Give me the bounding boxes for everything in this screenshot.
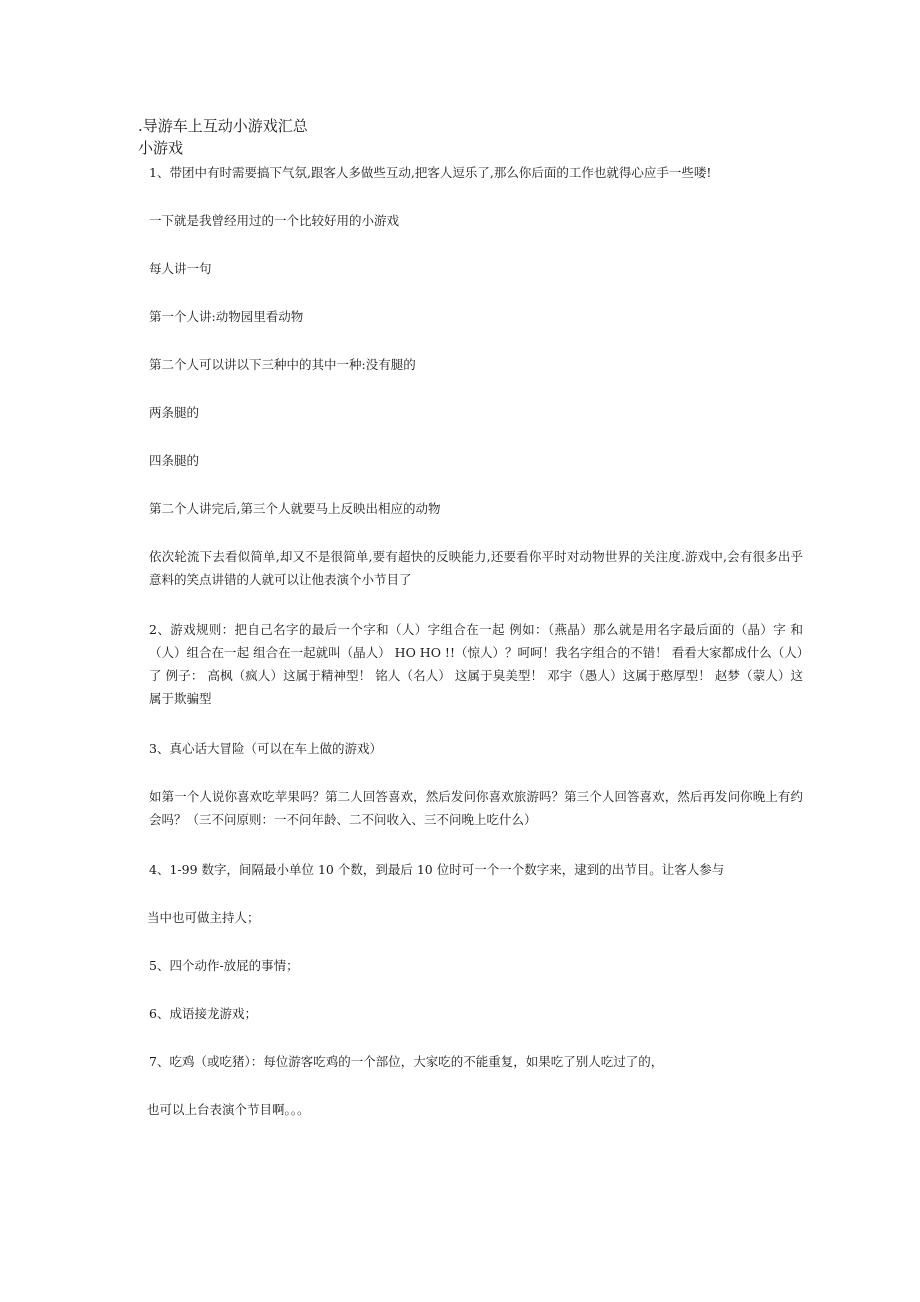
paragraph-rule-3: 第二个人可以讲以下三种中的其中一种:没有腿的 [149, 357, 416, 372]
paragraph-rule-6: 第二个人讲完后,第三个人就要马上反映出相应的动物 [149, 501, 441, 516]
paragraph-rule-2: 第一个人讲:动物园里看动物 [149, 309, 304, 324]
paragraph-game-7: 7、吃鸡（或吃猪）：每位游客吃鸡的一个部位，大家吃的不能重复，如果吃了别人吃过了的， [149, 1054, 664, 1069]
paragraph-lead: 一下就是我曾经用过的一个比较好用的小游戏 [149, 213, 400, 228]
paragraph-game-1-notes: 依次轮流下去看似简单,却又不是很简单,要有超快的反映能力,还要看你平时对动物世界的关注度.游戏中,会有很多出乎意料的笑点讲错的人就可以让他表演个小节目了 [149, 549, 803, 587]
paragraph-rule-4: 两条腿的 [149, 405, 200, 420]
paragraph-game-5: 5、四个动作-放屁的事情； [149, 958, 299, 973]
document-subtitle: 小游戏 [138, 139, 184, 157]
paragraph-game-7-cont: 也可以上台表演个节目啊。。。 [147, 1102, 310, 1117]
paragraph-intro: 1、带团中有时需要搞下气氛,跟客人多做些互动,把客人逗乐了,那么你后面的工作也就得心应手一些喽! [149, 165, 712, 180]
paragraph-game-3-title: 3、真心话大冒险（可以在车上做的游戏） [149, 741, 382, 756]
paragraph-game-4: 4、1-99 数字，间隔最小单位 10 个数，到最后 10 位时可一个一个数字来，逮到的出节目。让客人参与 [149, 862, 725, 877]
paragraph-game-6: 6、成语接龙游戏； [149, 1006, 257, 1021]
paragraph-rule-5: 四条腿的 [149, 453, 200, 468]
paragraph-game-2: 2、游戏规则：把自己名字的最后一个字和（人）字组合在一起 例如：（燕晶）那么就是用名字最后面的（晶）字 和（人）组合在一起 组合在一起就叫（晶人） HO HO !!（惊人）？呵呵！我名字组合的不错！ 看看大家都成什么（人）了 例子： 高枫（疯人）这属于精神型！ 铭人（名人） 这属于臭美型！ 邓宇（愚人）这属于憨厚型！ 赵梦（蒙人）这属于欺骗型 [149, 622, 803, 706]
paragraph-game-4-cont: 当中也可做主持人； [147, 910, 260, 925]
paragraph-rule-1: 每人讲一句 [149, 261, 212, 276]
paragraph-game-3-body: 如第一个人说你喜欢吃苹果吗？第二人回答喜欢，然后发问你喜欢旅游吗？第三个人回答喜欢，然后再发问你晚上有约会吗？（三不问原则：一不问年龄、二不问收入、三不问晚上吃什么） [149, 789, 803, 827]
document-title: .导游车上互动小游戏汇总 [138, 117, 308, 135]
